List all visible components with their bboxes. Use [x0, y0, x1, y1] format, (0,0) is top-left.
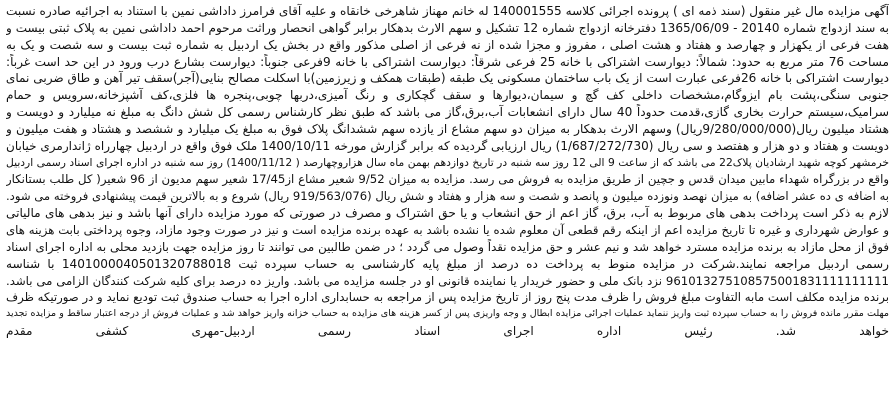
notice-line: هشتاد میلیون ریال(9/280/000/000ریال) وسهم الارث بدهکار به میزان دو سهم مشاع از یازده سهم ششدانگ پلاک فوق به مبلغ یک میلیارد و ششصد و هشتاد و هفت میلیون و: [6, 121, 889, 136]
notice-line: مساحت 76 متر مربع به حدود: شمالاً: دیوارست اشتراکی با خانه 25 فرعی شرقاً: دیوارست اشتراکی با خانه 9فرعی جنوباً: دیوارست بشارع درب ورود در این حد است غرباً:: [6, 54, 889, 69]
notice-line: دویست و هفتاد و دو هزار و هفتصد و سی ریال (1/687/272/730) ریال ارزیابی گردیده که برابر گزارش مورخه 1400/10/11 ملک فوق واقع در اردبیل چهارراه ژاندارمری خیابان: [6, 138, 889, 153]
notice-line: خرمشهر کوچه شهید ارشادیان پلاک22 می باشد که از ساعت 9 الی 12 روز سه شنبه در تاریخ دوازدهم بهمن ماه سال هزاروچهارصد ( 1400/11/12) روز سه شنبه در اداره اجرای اسناد رسمی اردبیل: [6, 155, 889, 169]
notice-line: فوق از محل مازاد به برنده مزایده مسترد خواهد شد و نیم عشر و حق مزایده نقداً وصول می گردد ؛ در ضمن طالبین می توانند تا روز مزایده جهت بازدید محلی به اداره اجرای اسناد: [6, 239, 889, 254]
notice-line: برنده مزایده مکلف است مابه التفاوت مبلغ فروش را ظرف مدت پنج روز از تاریخ مزایده پس از مراجعه به حسابداری اداره اجرا به حساب صندوق ثبت تودیع نماید و در صورتیکه ظرف: [6, 290, 889, 305]
notice-line: لازم به ذکر است پرداخت بدهی های مربوط به آب، برق، گاز اعم از حق انشعاب و یا حق اشتراک و مصرف در صورتی که مورد مزایده دارای آنها باشد و نیز بدهی های مالیاتی: [6, 206, 889, 221]
notice-line: به اضافه ی ده عشر اضافه) به میزان نهصد ونوزده میلیون و پانصد و شصت و سه هزار و هفتاد و شش ریال (919/563/076 ریال) شروع و به بالاترین قیمت پیشنهادی فروخته می شود.: [6, 189, 889, 204]
notice-line: آگهی مزایده مال غیر منقول (سند ذمه ای ) پرونده اجرائی کلاسه 140001555 له خانم مهناز شاهرخی خانقاه و علیه آقای فرامرز داداشی نمین با استناد به اجرائیه صادره نسبت: [6, 4, 889, 18]
notice-line: 961013275108575001831111111111 نزد بانک ملی و حضور خریدار یا نماینده قانونی او در جلسه مزایده می باشد. واریز ده درصد برای کلیه شرکت کنندگان الزامی می باشد.: [6, 273, 889, 288]
notice-line: و عوارض شهرداری و غیره تا تاریخ مزایده اعم از اینکه رقم قطعی آن معلوم شده یا نشده باشد به عهده برنده مزایده است و نیز در صورت وجود مازاد، وجوه پرداختی بابت هزینه های: [6, 222, 889, 237]
notice-line: خواهد شد. رئیس اداره اجرای اسناد رسمی اردبیل-مهری کشفی مقدم: [6, 324, 889, 339]
notice-line: مهلت مقرر مانده فروش را به حساب سپرده ثبت واریز ننماید عملیات اجرائی مزایده ابطال و وجه واریزی پس از کسر هزینه های مزایده به حساب خزانه واریز خواهد شد و عملیات فروش از درجه اعتبار ساقط و مزایده تجدید: [6, 308, 889, 320]
notice-line: به سند ازدواج شماره 20140 - 1365/06/09 دفترخانه ازدواج شماره 12 تشکیل و سهم الارث بدهکار برابر گواهی انحصار وراثت مرحوم احمد داداشی نمین به پلاک ثبتی بیست و: [6, 20, 889, 35]
notice-line: رسمی اردبیل مراجعه نمایند.شرکت در مزایده منوط به پرداخت ده درصد از مبلغ پایه کارشناسی به حساب سپرده ثبت 1401000040501320788018 با شناسه: [6, 256, 889, 271]
notice-line: واقع در بزرگراه شهداء مابین میدان قدس و جچین از طریق مزایده به فروش می رسد. مزایده به میزان 9/52 شعیر مشاع از17/45 شعیر سهم مدیون از 96 شعیر( کل طلب بستانکار: [6, 172, 889, 187]
notice-line: هفت فرعی از یکهزار و چهارصد و هفتاد و هشت اصلی ، مفروز و مجزا شده از نه فرعی از اصلی مذکور واقع در بخش یک اردبیل به شماره ثبت بیست و سه شصت و یک به: [6, 37, 889, 52]
notice-line: دیوارست اشتراکی با خانه 26فرعی عبارت است از یک باب ساختمان مسکونی یک طبقه (طبقات همکف و زیرزمین)با اسکلت مصالح بنایی(آجر)سقف تیر آهن و طاق ضربی نمای: [6, 71, 889, 86]
notice-line: جنوبی سنگی،پشت بام ایزوگام،مشخصات داخلی کف گچ و سیمان،دیوارها و سقف گچکاری و رنگ آمیزی،دربها چوبی،پنجره ها فلزی،کف آشپزخانه،سرویس و حمام: [6, 88, 889, 103]
notice-line: سرامیک،سیستم حرارت بخاری گازی،قدمت حدوداً 40 سال دارای انشعابات آب،برق،گاز می باشد که طبق نظر کارشناس رسمی کل شش دانگ به مبلغ نه میلیارد و دویست و: [6, 105, 889, 120]
